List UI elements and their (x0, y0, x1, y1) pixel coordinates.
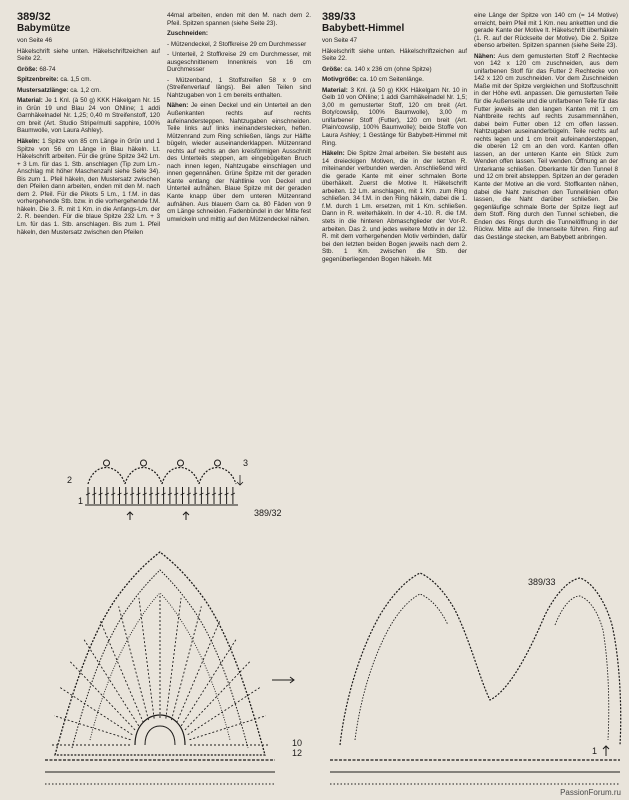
picot-arch (125, 468, 162, 485)
material-label: Material: (322, 86, 348, 94)
pattern-number: 389/33 (322, 11, 356, 23)
stitch-row (86, 487, 235, 504)
picot-arch (199, 468, 236, 485)
cutting-item: - Mützenband, 1 Stoffstreifen 58 x 9 cm (Streifenverlauf längs). Bei allen Teilen sind Nahtzugaben von 1 cm bereits enthalten. (167, 76, 311, 99)
crochet-label: Häkeln: (17, 138, 40, 146)
row-number-1b: 1 (592, 746, 598, 756)
pattern-title: Babybett-Himmel (322, 23, 405, 34)
continuation-text: 44mal arbeiten, enden mit den M. nach dem 2. Pfeil. Spitzen spannen (siehe Seite 23). (167, 12, 311, 27)
crochet-text: 1 Spitze von 85 cm Länge in Grün und 1 Spitze von 56 cm Länge in Blau häkeln. Lt. Häkelschrift arbeiten. Für die grüne Spitze 342 Lm. + 3 Lm. für das 1. Stb. anschlagen (Tip zum Lm.-Anschlag mit höher Maschenzahl siehe Seite 34). Bis zum 1. Pfeil häkeln, den Mustersatz zwischen den Pfeilen dann arbeiten, enden mit den M. nach dem 2. Pfeil. Für die Pikots 5 Lm., 1 f.M. in das vorhergehende Stb. bzw. in die vorhergehende f.M. häkeln. Die 3. R. mit 1 Km. in die Anfangs-Lm. der 2. R. beenden. Für die blaue Spitze 232 Lm. + 3 Lm. für das 1. Stb. anschlagen. Bis zum 1. Pfeil häkeln, den Mustersatz zwischen den Pfeilen (17, 138, 160, 236)
size-value: 68-74 (39, 65, 56, 73)
motif-ray (60, 688, 132, 735)
size-value: ca. 140 x 236 cm (ohne Spitze) (344, 65, 432, 73)
sewing-label: Nähen: (167, 102, 189, 110)
lace-width-label: Spitzenbreite: (17, 76, 59, 84)
motif-size-label: Motivgröße: (322, 76, 359, 84)
crochet-text: Die Spitze 2mal arbeiten. Sie besteht aus 14 dreieckigen Motiven, die in der letzten R. miteinander verbunden werden. Anschließend wird die gerade Kante mit einer schmalen Borte überhäkelt. Zuerst die Motive lt. Häkelschrift arbeiten. 12 Lm. anschlagen, mit 1 Km. zum Ring schließen. 34 f.M. in den Ring häkeln, dabei die 1. f.M. durch 1 Lm. ersetzen, mit 1 Km. schließen. Dann in R. weiterhäkeln. In der 4.-10. R. die f.M. stets in die hinteren Abmaschglieder der Vor-R. arbeiten. Das 2. und jedes weitere Motiv in der 12. R. mit dem vorhergehenden Motiv verbinden, dafür bei den letzten beiden Bogen jeweils nach dem 2. Stb. 1 Km. zwischen die Stb. der gegenüberliegenden Bogen häkeln. Mit (322, 150, 467, 263)
motif-rays (52, 595, 268, 745)
cutting-label: Zuschneiden: (167, 30, 208, 38)
motif-ray (100, 620, 143, 722)
cutting-item: - Mützendeckel, 2 Stoffkreise 29 cm Durchmesser (167, 40, 307, 48)
motif-ray (119, 606, 149, 720)
pattern-number: 389/32 (17, 11, 51, 23)
motif-ray (171, 606, 201, 720)
sewing-text: Je einen Deckel und ein Unterteil an den Außenkanten rechts auf rechts aufeinandersteppen. Nahtzugaben einschneiden. Teile links auf links ineinanderstecken, heften. Mützenrand zum Ring schließen, längs zur Hälfte bügeln, wieder auseinanderklappen. Mützenrand rechts auf rechts an den kreisförmigen Ausschnitt des Unterteils steppen, am eingebügelten Bruch nach innen legen, Nahtzugabe einschlagen und innen gegennähen. Grüne Spitze mit der geraden Kante entlang der Nahtlinie von Deckel und Unterteil aufnähen. Blaue Spitze mit der geraden Kante knapp über dem unteren Mützenrand aufnähen. Aus blauem Garn ca. 80 Fäden von 9 cm Länge schneiden. Fadenbündel in der Mitte fest umwickeln und mittig auf den Mützendeckel nähen. (167, 102, 311, 223)
sewing-text: Aus dem gemusterten Stoff 2 Rechtecke von 142 x 120 cm zuschneiden, aus dem unifarbenen Stoff für das Futter 2 Rechtecke von 142 x 120 cm zuschneiden. Vor dem Zuschneiden Maße mit der Spitze vergleichen und Stoffzuschnitt in der Höhe evtl. anpassen. Die gemusterten Teile für die Außenseite und die unifarbenen Teile für das Futter jeweils an den langen Kanten mit 1 cm Nahtbreite rechts auf rechts zusammennähen, dabei beim Futter oben 12 cm offen lassen. Nahtzugaben auseinanderbügeln. Teile rechts auf rechts legen und 1 cm breit aufeinandersteppen, die oberen 12 cm an den vord. Kanten offen lassen, an der unteren Kante ein Stück zum Wenden offen lassen. Teil wenden. Öffnung an der Unterkante schließen. Oberkante für den Tunnel 8 und 12 cm breit absteppen. Spitzen an der geraden Kante der Motive an die vord. Stoffkanten nähen, dabei die Naht zwischen den Tunnellinien offen lassen, die Naht darüber schließen. Die gegenläufige schmale Borte der Spitze liegt auf dem Stoff. Ring durch den Tunnel schieben, die Enden des Rings durch die Tunnelöffnung in der Rückw. Mitte auf die Innenseite führen. Ring auf das Gestänge stecken, am Babybett anbringen. (474, 52, 618, 241)
picot-arch (88, 468, 125, 485)
material-label: Material: (17, 97, 43, 105)
crochet-label: Häkeln: (322, 150, 345, 158)
picot-loop (104, 460, 110, 466)
edging-chart (85, 460, 243, 520)
picot-loop (141, 460, 147, 466)
size-label: Größe: (17, 65, 38, 73)
joined-motif-chart (330, 573, 621, 784)
motif-ray (188, 688, 260, 735)
row-number-10: 10 (292, 738, 303, 748)
size-label: Größe: (322, 65, 343, 73)
repeat-length-value: ca. 1,2 cm. (70, 86, 101, 94)
motif-size-value: ca. 10 cm Seitenlänge. (359, 76, 424, 84)
from-page: von Seite 46 (17, 37, 53, 44)
motif-ray (70, 662, 135, 730)
cutting-item: - Unterteil, 2 Stoffkreise 29 cm Durchmesser, mit ausgeschnittenem Innenkreis von 16 cm Durchmesser (167, 51, 311, 74)
repeat-length-label: Mustersatzlänge: (17, 86, 69, 94)
motif-ray (54, 716, 131, 740)
triangle-motif-chart (45, 552, 294, 784)
intro-text: Häkelschrift siehe unten. Häkelschriftzeichen auf Seite 22. (17, 47, 160, 63)
pattern-title: Babymütze (17, 23, 71, 34)
picot-loop (215, 460, 221, 466)
continuation-text: eine Länge der Spitze von 140 cm (= 14 Motive) erreicht, beim Pfeil mit 1 Km. neu ankettten und die gerade Kante der Motive lt. Häkelschrift überhäkeln (1. R. auf der Rückseite der Motive). Die 2. Spitze ebenso arbeiten. Spitzen spannen (siehe Seite 23). (474, 12, 618, 50)
material-text: 3 Knl. (à 50 g) KKK Häkelgarn Nr. 10 in Gelb 10 von ONline; 1 addi Garnhäkelnadel Nr. 1,5; 3,00 m gemusterter Stoff, 120 cm breit (Art. Boty/cowslip, 100% Baumwolle), 3,00 m unifarbener Stoff (Futter), 120 cm breit (Art. Plain/cowslip, 100% Baumwolle); beide Stoffe von Laura Ashley; 1 Gestänge für Babybett-Himmel mit Ring. (322, 86, 467, 147)
lace-width-value: ca. 1,5 cm. (60, 76, 92, 84)
picot-arch (162, 468, 199, 485)
motif-ray (189, 716, 266, 740)
diagram-label-389-32: 389/32 (254, 508, 282, 518)
diagram-label-389-33: 389/33 (528, 577, 556, 587)
row-number-2: 2 (67, 475, 73, 485)
material-text: Je 1 Knl. (à 50 g) KKK Häkelgarn Nr. 15 in Grün 19 und Blau 24 von ONline; 1 addi Garnhäkelnadel Nr. 1,25; 0,40 m Streifenstoff, 120 cm breit (Art. Studio Stripe/multi sapphire, 100% Baumwolle, von Laura Ashley). (17, 97, 160, 135)
motif-ray (84, 639, 139, 726)
intro-text: Häkelschrift siehe unten. Häkelschriftzeichen auf Seite 22. (322, 47, 467, 63)
watermark: PassionForum.ru (560, 788, 621, 797)
row-number-3: 3 (243, 458, 249, 468)
from-page: von Seite 47 (322, 37, 358, 44)
row-number-12: 12 (292, 748, 303, 758)
motif-ray (139, 598, 154, 719)
motif-ray (177, 620, 220, 722)
row-number-1: 1 (78, 496, 84, 506)
motif-ray (166, 598, 181, 719)
picot-loop (178, 460, 184, 466)
sewing-label: Nähen: (474, 52, 496, 60)
picot-arches (88, 460, 236, 484)
